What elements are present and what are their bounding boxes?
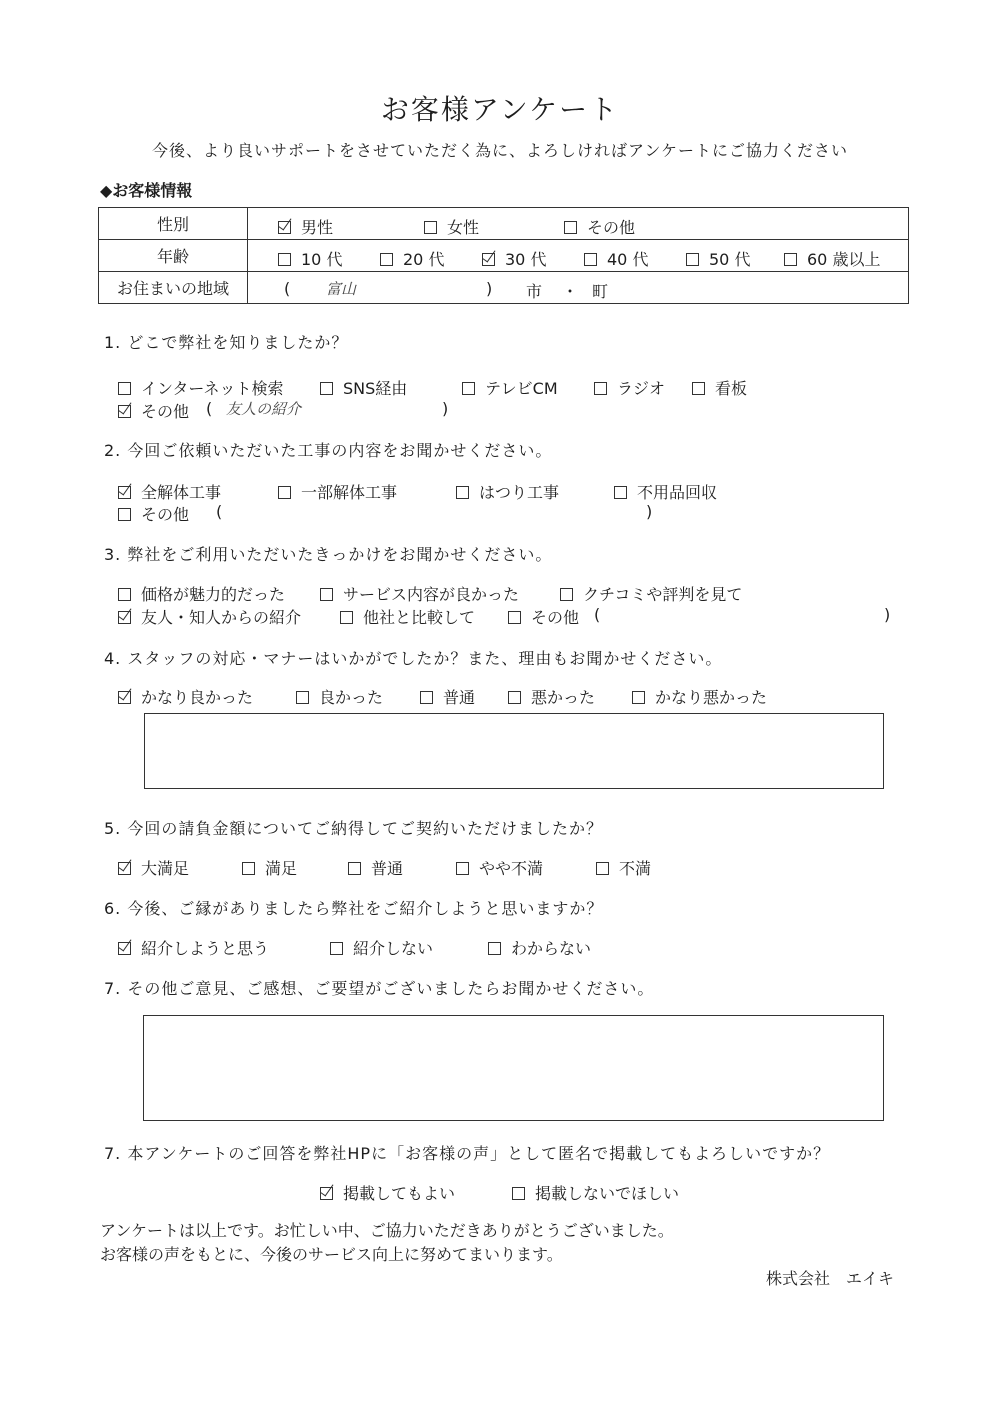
q1-other-open-paren: ( (206, 399, 213, 418)
question-7: 7. その他ご意見、ご感想、ご要望がございましたらお聞かせください。 (104, 979, 655, 998)
checkbox-icon[interactable] (594, 382, 607, 395)
checkbox-icon[interactable] (632, 691, 645, 704)
q4-option-very-bad[interactable]: かなり悪かった (632, 685, 767, 708)
age-label: 年齢 (99, 240, 248, 272)
q3-option-reviews[interactable]: クチコミや評判を見て (560, 582, 742, 605)
checkbox-icon[interactable] (686, 253, 699, 266)
checkbox-checked-icon[interactable] (320, 1187, 333, 1200)
checkbox-icon[interactable] (330, 942, 343, 955)
checkbox-icon[interactable] (380, 253, 393, 266)
q4-option-bad[interactable]: 悪かった (508, 685, 595, 708)
q1-option-signboard[interactable]: 看板 (692, 376, 747, 399)
q1-option-other[interactable]: その他 (118, 399, 189, 422)
q3-option-price[interactable]: 価格が魅力的だった (118, 582, 285, 605)
checkbox-icon[interactable] (348, 862, 361, 875)
q1-other-close-paren: ) (442, 399, 449, 418)
q2-option-chipping[interactable]: はつり工事 (456, 480, 559, 503)
q7-comments-textarea[interactable] (143, 1015, 884, 1121)
question-8: 7. 本アンケートのご回答を弊社HPに「お客様の声」として匿名で掲載してもよろしいですか？ (104, 1144, 831, 1163)
checkbox-icon[interactable] (560, 588, 573, 601)
checkbox-icon[interactable] (596, 862, 609, 875)
checkbox-checked-icon[interactable] (118, 486, 131, 499)
checkbox-icon[interactable] (420, 691, 433, 704)
page-title: お客様アンケート (380, 93, 620, 126)
age-option-30s[interactable]: 30 代 (482, 247, 546, 270)
q3-other-close-paren: ) (884, 605, 891, 624)
age-option-50s[interactable]: 50 代 (686, 247, 750, 270)
q2-option-other[interactable]: その他 (118, 502, 189, 525)
q1-option-sns[interactable]: SNS経由 (320, 376, 407, 399)
q2-other-open-paren: ( (216, 502, 223, 521)
gender-option-male[interactable]: 男性 (278, 215, 333, 238)
checkbox-icon[interactable] (278, 253, 291, 266)
q5-option-average[interactable]: 普通 (348, 856, 403, 879)
region-field[interactable] (248, 272, 909, 304)
checkbox-icon[interactable] (784, 253, 797, 266)
q2-option-junk-removal[interactable]: 不用品回収 (614, 480, 717, 503)
q5-option-dissatisfied[interactable]: 不満 (596, 856, 651, 879)
checkbox-icon[interactable] (424, 221, 437, 234)
q1-option-internet[interactable]: インターネット検索 (118, 376, 284, 399)
question-2: 2. 今回ご依頼いただいた工事の内容をお聞かせください。 (104, 441, 553, 460)
checkbox-icon[interactable] (320, 382, 333, 395)
q3-other-open-paren: ( (594, 605, 601, 624)
checkbox-icon[interactable] (584, 253, 597, 266)
region-town: 町 (592, 282, 609, 301)
checkbox-icon[interactable] (118, 588, 131, 601)
q3-option-service[interactable]: サービス内容が良かった (320, 582, 519, 605)
closing-line-2: お客様の声をもとに、今後のサービス向上に努めてまいります。 (100, 1245, 563, 1264)
checkbox-icon[interactable] (456, 486, 469, 499)
gender-option-other[interactable]: その他 (564, 215, 635, 238)
q2-other-close-paren: ) (646, 502, 653, 521)
q1-option-tvcm[interactable]: テレビCM (462, 376, 558, 399)
checkbox-icon[interactable] (242, 862, 255, 875)
region-close-paren: ) (486, 279, 493, 298)
q4-reason-textarea[interactable] (144, 713, 884, 789)
gender-option-female[interactable]: 女性 (424, 215, 479, 238)
checkbox-icon[interactable] (564, 221, 577, 234)
region-open-paren: ( (284, 279, 291, 298)
checkbox-icon[interactable] (692, 382, 705, 395)
q5-option-satisfied[interactable]: 満足 (242, 856, 297, 879)
q1-option-radio[interactable]: ラジオ (594, 376, 665, 399)
checkbox-checked-icon[interactable] (118, 942, 131, 955)
age-option-40s[interactable]: 40 代 (584, 247, 648, 270)
page-subtitle: 今後、より良いサポートをさせていただく為に、よろしければアンケートにご協力ください (151, 141, 849, 160)
region-value[interactable]: 富山 (326, 280, 357, 298)
checkbox-icon[interactable] (320, 588, 333, 601)
checkbox-icon[interactable] (118, 508, 131, 521)
checkbox-icon[interactable] (296, 691, 309, 704)
checkbox-icon[interactable] (508, 691, 521, 704)
q5-option-very-satisfied[interactable]: 大満足 (118, 856, 189, 879)
question-6: 6. 今後、ご縁がありましたら弊社をご紹介しようと思いますか？ (104, 899, 604, 918)
customer-info-table (98, 207, 909, 304)
q3-option-compared[interactable]: 他社と比較して (340, 605, 475, 628)
checkbox-icon[interactable] (614, 486, 627, 499)
checkbox-checked-icon[interactable] (118, 611, 131, 624)
gender-options (248, 208, 909, 240)
checkbox-checked-icon[interactable] (482, 253, 495, 266)
question-3: 3. 弊社をご利用いただいたきっかけをお聞かせください。 (104, 545, 553, 564)
q8-option-disallow[interactable]: 掲載しないでほしい (512, 1181, 679, 1204)
q4-option-good[interactable]: 良かった (296, 685, 383, 708)
question-5: 5. 今回の請負金額についてご納得してご契約いただけましたか？ (104, 819, 604, 838)
q2-option-full-demolition[interactable]: 全解体工事 (118, 480, 221, 503)
checkbox-icon[interactable] (118, 382, 131, 395)
checkbox-checked-icon[interactable] (118, 862, 131, 875)
gender-row (99, 208, 909, 240)
checkbox-checked-icon[interactable] (278, 221, 291, 234)
q6-option-unsure[interactable]: わからない (488, 936, 591, 959)
region-label: お住まいの地域 (99, 272, 248, 304)
checkbox-icon[interactable] (278, 486, 291, 499)
age-row (99, 240, 909, 272)
q2-option-partial-demolition[interactable]: 一部解体工事 (278, 480, 397, 503)
age-option-60plus[interactable]: 60 歳以上 (784, 247, 880, 270)
q3-option-referral[interactable]: 友人・知人からの紹介 (118, 605, 301, 628)
age-options (248, 240, 909, 272)
checkbox-checked-icon[interactable] (118, 691, 131, 704)
q3-option-other[interactable]: その他 (508, 605, 579, 628)
closing-line-1: アンケートは以上です。お忙しい中、ご協力いただきありがとうございました。 (100, 1221, 674, 1240)
checkbox-icon[interactable] (488, 942, 501, 955)
region-dot: ・ (562, 282, 579, 301)
gender-label: 性別 (99, 208, 248, 240)
company-name: 株式会社 エイキ (766, 1269, 895, 1288)
checkbox-icon[interactable] (456, 862, 469, 875)
customer-info-heading: ◆お客様情報 (100, 181, 193, 200)
checkbox-icon[interactable] (512, 1187, 525, 1200)
age-option-10s[interactable]: 10 代 (278, 247, 342, 270)
checkbox-icon[interactable] (462, 382, 475, 395)
q1-other-value[interactable]: 友人の紹介 (226, 400, 302, 418)
region-row (99, 272, 909, 304)
q5-option-somewhat-dissatisfied[interactable]: やや不満 (456, 856, 543, 879)
question-4: 4. スタッフの対応・マナーはいかがでしたか？また、理由もお聞かせください。 (104, 649, 723, 668)
q4-option-very-good[interactable]: かなり良かった (118, 685, 253, 708)
q4-option-average[interactable]: 普通 (420, 685, 475, 708)
checkbox-icon[interactable] (508, 611, 521, 624)
checkbox-checked-icon[interactable] (118, 405, 131, 418)
region-city: 市 (526, 282, 543, 301)
checkbox-icon[interactable] (340, 611, 353, 624)
age-option-20s[interactable]: 20 代 (380, 247, 444, 270)
q6-option-will-not-refer[interactable]: 紹介しない (330, 936, 433, 959)
q8-option-allow[interactable]: 掲載してもよい (320, 1181, 455, 1204)
q6-option-will-refer[interactable]: 紹介しようと思う (118, 936, 269, 959)
question-1: 1. どこで弊社を知りましたか？ (104, 333, 349, 352)
